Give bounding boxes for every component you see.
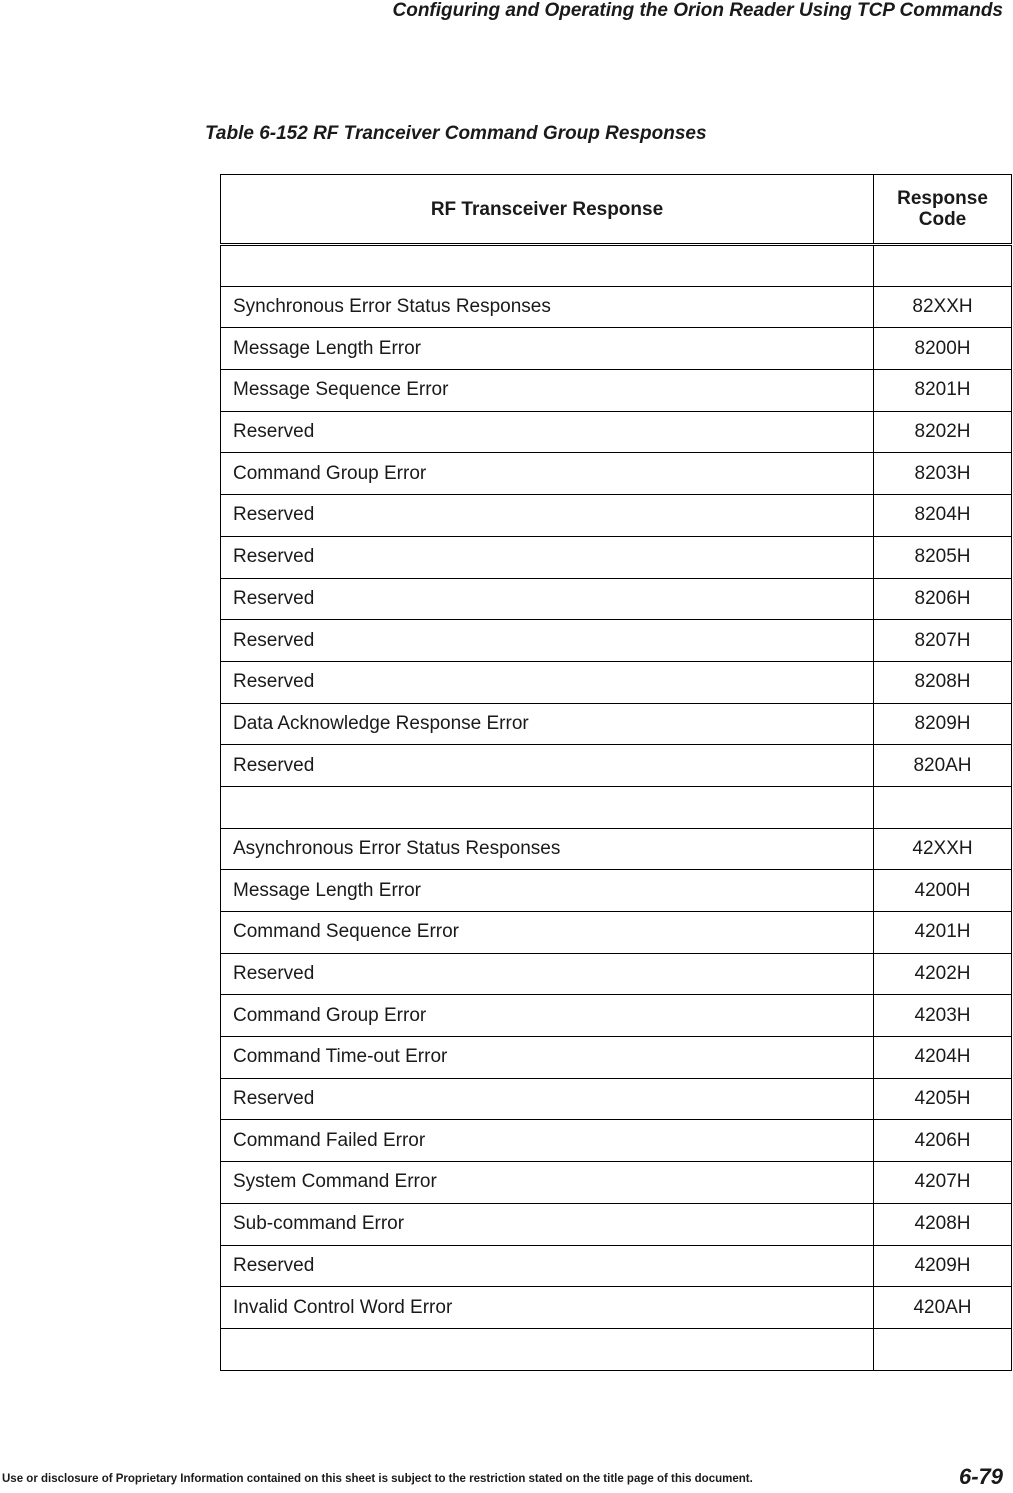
code-cell: 420AH	[874, 1287, 1012, 1329]
response-cell: Command Group Error	[221, 995, 874, 1037]
response-cell: Command Time-out Error	[221, 1037, 874, 1079]
response-cell: Command Group Error	[221, 453, 874, 495]
table-row	[221, 328, 1012, 370]
code-cell: 8202H	[874, 411, 1012, 453]
code-cell: 4204H	[874, 1037, 1012, 1079]
response-cell: Reserved	[221, 411, 874, 453]
table-row	[221, 245, 1012, 287]
code-cell: 8203H	[874, 453, 1012, 495]
table-row	[221, 1245, 1012, 1287]
code-cell: 8209H	[874, 703, 1012, 745]
code-cell: 4208H	[874, 1203, 1012, 1245]
response-cell: Reserved	[221, 536, 874, 578]
code-cell: 4207H	[874, 1162, 1012, 1204]
response-cell: Reserved	[221, 578, 874, 620]
table-row	[221, 453, 1012, 495]
table-header-row	[221, 175, 1012, 245]
code-cell: 4200H	[874, 870, 1012, 912]
code-cell: 4206H	[874, 1120, 1012, 1162]
code-cell: 8204H	[874, 495, 1012, 537]
response-cell: Reserved	[221, 1245, 874, 1287]
response-cell: Asynchronous Error Status Responses	[221, 828, 874, 870]
response-cell	[221, 1328, 874, 1370]
table-caption: Table 6-152 RF Tranceiver Command Group Responses	[205, 123, 707, 144]
code-cell: 8201H	[874, 370, 1012, 412]
response-cell: Message Length Error	[221, 870, 874, 912]
response-cell	[221, 786, 874, 828]
code-cell: 4209H	[874, 1245, 1012, 1287]
table-row	[221, 536, 1012, 578]
response-cell: System Command Error	[221, 1162, 874, 1204]
table-row	[221, 786, 1012, 828]
table-row	[221, 620, 1012, 662]
code-cell: 8207H	[874, 620, 1012, 662]
response-cell: Reserved	[221, 953, 874, 995]
table-row	[221, 828, 1012, 870]
table-row	[221, 1078, 1012, 1120]
response-cell: Message Length Error	[221, 328, 874, 370]
code-cell: 8206H	[874, 578, 1012, 620]
response-cell: Command Failed Error	[221, 1120, 874, 1162]
table-row	[221, 870, 1012, 912]
response-cell: Reserved	[221, 495, 874, 537]
response-cell: Reserved	[221, 745, 874, 787]
code-cell: 8208H	[874, 661, 1012, 703]
response-cell: Reserved	[221, 620, 874, 662]
table-row	[221, 703, 1012, 745]
table-row	[221, 1287, 1012, 1329]
response-cell: Command Sequence Error	[221, 912, 874, 954]
code-cell: 4202H	[874, 953, 1012, 995]
table-row	[221, 411, 1012, 453]
table-body	[221, 245, 1012, 1371]
table-row	[221, 1162, 1012, 1204]
column-header-code: Response Code	[874, 175, 1012, 245]
code-cell: 820AH	[874, 745, 1012, 787]
table-row	[221, 370, 1012, 412]
table-row	[221, 1120, 1012, 1162]
code-cell: 42XXH	[874, 828, 1012, 870]
column-header-response: RF Transceiver Response	[221, 175, 874, 245]
table-row	[221, 661, 1012, 703]
response-cell: Message Sequence Error	[221, 370, 874, 412]
proprietary-notice: Use or disclosure of Proprietary Information contained on this sheet is subject to the restriction stated on the title page of this document.	[2, 1473, 753, 1485]
table-row	[221, 578, 1012, 620]
code-cell: 82XXH	[874, 286, 1012, 328]
code-cell: 4203H	[874, 995, 1012, 1037]
code-cell	[874, 245, 1012, 287]
response-cell: Invalid Control Word Error	[221, 1287, 874, 1329]
response-cell: Data Acknowledge Response Error	[221, 703, 874, 745]
running-header: Configuring and Operating the Orion Reader Using TCP Commands	[392, 0, 1003, 21]
response-cell: Reserved	[221, 1078, 874, 1120]
table-row	[221, 1037, 1012, 1079]
code-cell: 4201H	[874, 912, 1012, 954]
table-row	[221, 1203, 1012, 1245]
code-cell	[874, 786, 1012, 828]
page-number: 6-79	[958, 1464, 1003, 1489]
table-row	[221, 286, 1012, 328]
table-row	[221, 995, 1012, 1037]
table-row	[221, 953, 1012, 995]
response-table	[220, 174, 1012, 1371]
table-row	[221, 912, 1012, 954]
response-cell	[221, 245, 874, 287]
table-row	[221, 495, 1012, 537]
code-cell	[874, 1328, 1012, 1370]
response-cell: Sub-command Error	[221, 1203, 874, 1245]
code-cell: 4205H	[874, 1078, 1012, 1120]
table-row	[221, 1328, 1012, 1370]
code-cell: 8205H	[874, 536, 1012, 578]
response-cell: Synchronous Error Status Responses	[221, 286, 874, 328]
response-cell: Reserved	[221, 661, 874, 703]
table-row	[221, 745, 1012, 787]
code-cell: 8200H	[874, 328, 1012, 370]
